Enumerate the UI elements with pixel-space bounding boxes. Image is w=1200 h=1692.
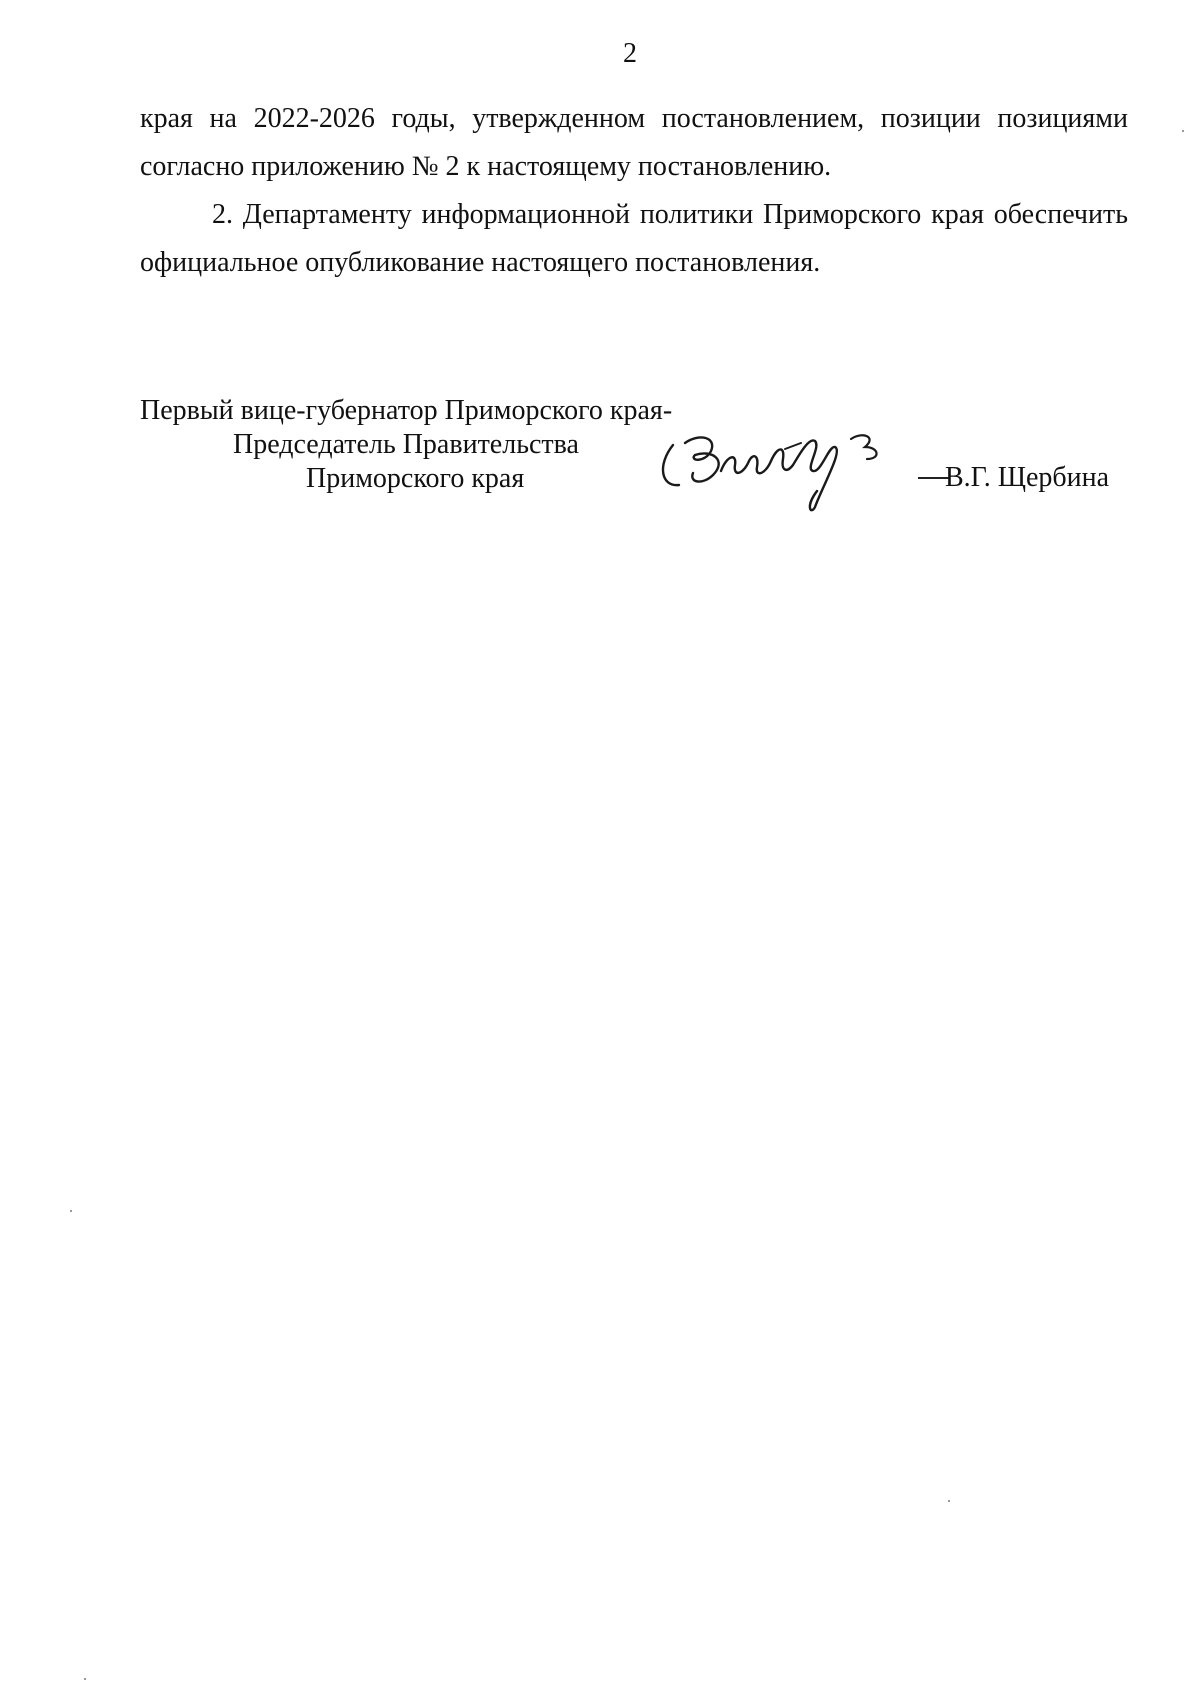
- position-line-2: Председатель Правительства: [233, 429, 579, 460]
- document-body: [140, 95, 1128, 287]
- scan-speck: [948, 1500, 950, 1502]
- scan-speck: [84, 1678, 86, 1680]
- paragraph-item-2: 2. Департаменту информационной политики Приморского края обеспечить официальное опубликование настоящего постановления.: [140, 199, 1128, 278]
- signer-name: В.Г. Щербина: [945, 462, 1110, 493]
- scan-speck: [1182, 130, 1184, 132]
- page-number: 2: [623, 38, 637, 69]
- paragraph-continuation: края на 2022-2026 годы, утвержденном постановлением, позиции позициями согласно приложению № 2 к настоящему постановлению.: [140, 103, 1128, 182]
- signatory-position: [140, 394, 672, 496]
- position-line-1: Первый вице-губернатор Приморского края-: [140, 395, 673, 426]
- scan-speck: [70, 1210, 72, 1212]
- handwritten-signature: [655, 425, 915, 515]
- position-line-3: Приморского края: [306, 463, 525, 494]
